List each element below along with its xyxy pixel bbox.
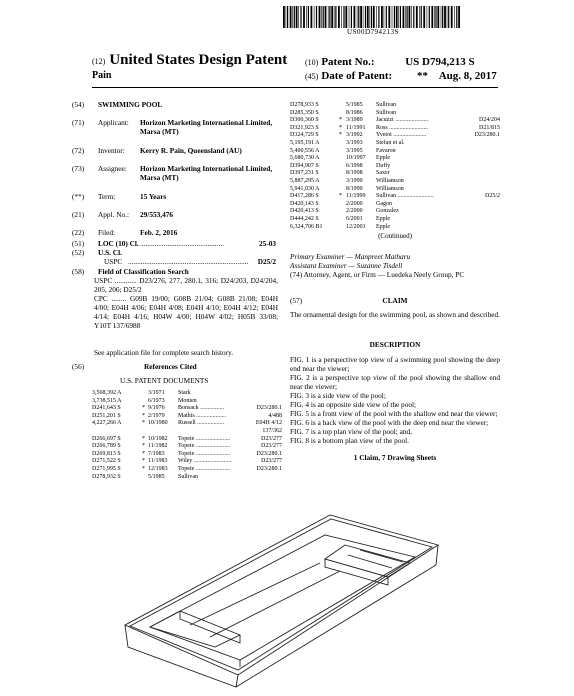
date-of-patent-line: (45) Date of Patent: ** Aug. 8, 2017 (305, 70, 497, 82)
barcode-bar (294, 6, 295, 28)
claim-heading: CLAIM (382, 296, 408, 305)
barcode-bar (321, 6, 322, 28)
right-reference-list (290, 102, 500, 241)
reference-row: 137/362 (262, 427, 282, 434)
barcode-bar (308, 6, 309, 28)
reference-row: 5,195,191 A 3/1993 Stefan et al. (290, 139, 405, 146)
barcode-bar (427, 6, 428, 28)
barcode-bar (413, 6, 414, 28)
references-cited: (56) References Cited U.S. PATENT DOCUMENTS 3,568,392 A 3/1971 Stark 3,738,515 A 6/1973 Monten D241,643 S * 9/1976 Bonsack ................ D23/280.1 D251,201 S * 2/1979 Mathis .................... 4/488 4,227,266 A * 10/1980 Russell .................. E04H 4/12 137/362 D266,697 S * 10/1982 Topete ....................... D23/277 D266,789 S * 11/1982 Topete ....................... D23/277 D269,813 S * 7/1983 Topete ....................... D23/280.1 D271,522 S * 11/1983 Wiley ......................... D23/277 D271,995 S * 12/1983 Topete ....................... D23/280.1 D278,932 S 5/1985 Sullivan (72, 362, 282, 480)
references-subheading: U.S. PATENT DOCUMENTS (120, 376, 209, 385)
barcode-bar (296, 6, 298, 28)
barcode-bar (283, 6, 285, 28)
barcode-bar (435, 6, 436, 28)
barcode-bar (365, 6, 366, 28)
barcode-bar (311, 6, 313, 28)
barcode-bar (396, 6, 398, 28)
barcode-bar (303, 6, 305, 28)
patent-type-title: (12) United States Design Patent (92, 52, 288, 68)
claim-summary: 1 Claim, 7 Drawing Sheets (353, 453, 437, 462)
barcode-bar (343, 6, 344, 28)
barcode-bar (338, 6, 340, 28)
barcode-bar (345, 6, 347, 28)
barcode-bar (335, 6, 336, 28)
barcode-bar (328, 6, 329, 28)
examiners (290, 252, 500, 279)
figure-description: FIG. 2 is a perspective top view of the pool showing the shallow end near the viewer; (290, 373, 500, 391)
barcode-bar (354, 6, 356, 28)
search-uspc: USPC ............ D23/276, 277, 280.1, 316; D24/203, D24/204, 205, 206; D25/2 (94, 276, 278, 294)
reference-row: D420,143 S 2/2000 Gagon (290, 200, 392, 207)
barcode-bar (323, 6, 324, 28)
patent-date: Aug. 8, 2017 (438, 70, 497, 82)
claim-text: The ornamental design for the swimming pool, as shown and described. (290, 310, 500, 319)
barcode-bar (316, 6, 317, 28)
reference-row: D394,907 S 6/1998 Duffy (290, 162, 391, 169)
patent-number-line: (10) Patent No.: US D794,213 S (305, 56, 475, 68)
reference-row: 4,227,266 A * 10/1980 Russell .................. E04H 4/12 (92, 420, 282, 427)
figure-description: FIG. 7 is a top plan view of the pool; and, (290, 427, 413, 436)
barcode-bar (381, 6, 383, 28)
barcode-bar (407, 6, 408, 28)
reference-row: D300,360 S * 3/1989 Jacuzzi ...................... D24/204 (290, 117, 500, 124)
barcode-bar (429, 6, 430, 28)
barcode-bar (341, 6, 342, 28)
reference-row: D397,231 S 8/1998 Saxer (290, 170, 390, 177)
barcode-bar (444, 6, 446, 28)
barcode-bar (351, 6, 352, 28)
barcode-bar (314, 6, 315, 28)
header-rule (92, 87, 498, 88)
reference-row: 3,568,392 A 3/1971 Stark (92, 390, 191, 396)
attorney: (74) Attorney, Agent, or Firm — Luedeka Neely Group, PC (290, 270, 465, 279)
barcode (283, 6, 463, 28)
figure-description: FIG. 8 is a bottom plan view of the pool. (290, 436, 409, 445)
reference-row: 5,941,030 A 8/1999 Williamson (290, 185, 404, 192)
barcode-bar (409, 6, 411, 28)
barcode-bar (334, 6, 335, 28)
barcode-bar (376, 6, 377, 28)
barcode-bar (331, 6, 333, 28)
barcode-bar (370, 6, 371, 28)
barcode-bar (411, 6, 412, 28)
reference-row: D417,286 S * 11/1999 Sullivan ........................ D25/2 (290, 193, 500, 200)
reference-row: D241,643 S * 9/1976 Bonsack ................ D23/280.1 (92, 405, 282, 412)
barcode-bar (349, 6, 350, 28)
barcode-bar (373, 6, 375, 28)
barcode-bar (403, 6, 405, 28)
barcode-bar (286, 6, 287, 28)
barcode-bar (405, 6, 406, 28)
barcode-bar (378, 6, 379, 28)
barcode-bar (448, 6, 449, 28)
figure-descriptions (290, 355, 500, 445)
figure-description: FIG. 4 is an opposite side view of the pool; (290, 400, 417, 409)
figure-description: FIG. 3 is a side view of the pool; (290, 391, 386, 400)
barcode-bar (437, 6, 439, 28)
search-cpc: CPC ........ G09B 19/00; G08B 21/04; G08B 21/08; E04H 4/00; E04H 4/06; E04H 4/08; E04H 4/10; E04H 4/12; E04H 4/14; E04H 4/16; H04W 4/00; H04W 4/02; H05B 33/08; Y10T 137/6988 (94, 294, 278, 330)
patent-number: US D794,213 S (405, 56, 475, 68)
reference-row: 5,680,730 A 10/1997 Epple (290, 155, 390, 162)
figure-description: FIG. 5 is a front view of the pool with the shallow end near the viewer; (290, 409, 498, 418)
left-reference-list (72, 390, 282, 481)
reference-row: D266,789 S * 11/1982 Topete ....................... D23/277 (92, 443, 282, 450)
reference-row: 5,400,556 A 3/1995 Favaron (290, 147, 396, 154)
barcode-bar (357, 6, 358, 28)
barcode-bar (371, 6, 372, 28)
barcode-bar (329, 6, 330, 28)
barcode-bar (423, 6, 425, 28)
reference-row: D420,413 S 2/2000 Gonzalez (290, 208, 399, 215)
barcode-bar (454, 6, 455, 28)
reference-row: D278,932 S 5/1985 Sullivan (92, 473, 199, 480)
description-section (290, 340, 500, 462)
reference-row: D271,995 S * 12/1983 Topete ....................... D23/280.1 (92, 465, 282, 472)
barcode-bar (442, 6, 443, 28)
barcode-bar (431, 6, 433, 28)
barcode-bar (386, 6, 387, 28)
references-continued: (Continued) (378, 232, 412, 241)
bibliographic-fields: (54) SWIMMING POOL (71) Applicant: Horizon Marketing International Limited, Marsa (MT) (72) Inventor: Kerry R. Pain, Queensland (AU) (73) Assignee: Horizon Marketing International Limited, Marsa (MT) (**) Term: 15 Years (21) Appl. No.: 29/553,476 (22) Filed: Feb. 2, 2016 (51) LOC (10) Cl. .............................................. 25-03 (52) U.S. Cl. USPC .................................................................. D25/2 (58) Field of Classification Search USPC ............ D23/276, 277, 280.1, 316; D24/203, D24/204, 205, 206; D25/2 CPC ........ G09B 19/00; G08B 21/04; G08B 21/08; E04H 4/00; E04H 4/06; E04H 4/08; E04H 4/10; E04H 4/12; E04H 4/14; E04H 4/16; H04W 4/00; H04W 4/02; H05B 33/08; Y10T 137/6988 See application file for complete search history. (72, 100, 282, 360)
barcode-bar (325, 6, 327, 28)
figure-description: FIG. 6 is a back view of the pool with the deep end near the viewer; (290, 418, 489, 427)
barcode-bar (398, 6, 399, 28)
swimming-pool-drawing (120, 505, 440, 690)
description-heading: DESCRIPTION (369, 340, 421, 349)
barcode-bar (392, 6, 393, 28)
barcode-bar (358, 6, 359, 28)
assistant-examiner: Assistant Examiner — Suzanne Tisdell (290, 261, 403, 270)
barcode-bar (456, 6, 457, 28)
reference-row: D271,522 S * 11/1983 Wiley ......................... D23/277 (92, 458, 282, 465)
barcode-bar (388, 6, 390, 28)
reference-row: D444,242 S 6/2001 Epple (290, 215, 390, 222)
reference-row: D251,201 S * 2/1979 Mathis .................... 4/488 (92, 412, 282, 419)
barcode-bar (451, 6, 453, 28)
barcode-bar (319, 6, 321, 28)
reference-row: D321,923 S * 11/1991 Ross .......................... D21/815 (290, 124, 500, 131)
reference-row: D269,813 S * 7/1983 Topete ....................... D23/280.1 (92, 450, 282, 457)
reference-row: D266,697 S * 10/1982 Topete ....................... D23/277 (92, 435, 282, 442)
barcode-bar (292, 6, 293, 28)
barcode-bar (384, 6, 385, 28)
barcode-bar (400, 6, 401, 28)
barcode-bar (300, 6, 301, 28)
reference-row: 3,738,515 A 6/1973 Monten (92, 397, 197, 404)
claim-section: (57) CLAIM The ornamental design for the swimming pool, as shown and described. (290, 296, 500, 319)
barcode-bar (416, 6, 418, 28)
search-note: See application file for complete search history. (94, 348, 234, 357)
barcode-bar (363, 6, 364, 28)
reference-row: D324,729 S * 3/1992 Yvetot ...................... D23/280.1 (290, 132, 500, 139)
primary-examiner: Primary Examiner — Manpreet Matharu (290, 252, 411, 261)
barcode-bar (394, 6, 395, 28)
barcode-bar (441, 6, 442, 28)
barcode-bar (367, 6, 369, 28)
barcode-bar (287, 6, 288, 28)
reference-row: 5,887,295 A 3/1999 Williamson (290, 177, 404, 184)
references-heading: References Cited (144, 362, 197, 371)
barcode-bar (306, 6, 307, 28)
reference-row: D285,350 S 8/1986 Sullivan (290, 109, 397, 116)
barcode-bar (421, 6, 422, 28)
reference-row: 6,324,706 B1 12/2001 Epple (290, 223, 390, 230)
barcode-bar (360, 6, 362, 28)
inventor-surname: Pain (92, 70, 112, 81)
barcode-number: US00D794213S (347, 28, 399, 36)
reference-row: D278,933 S 5/1985 Sullivan (290, 102, 397, 108)
barcode-bar (434, 6, 435, 28)
barcode-bar (447, 6, 448, 28)
figure-description: FIG. 1 is a perspective top view of a swimming pool showing the deep end near the viewer; (290, 355, 500, 373)
barcode-bar (290, 6, 292, 28)
barcode-bar (298, 6, 299, 28)
barcode-bar (419, 6, 420, 28)
barcode-bar (458, 6, 460, 28)
